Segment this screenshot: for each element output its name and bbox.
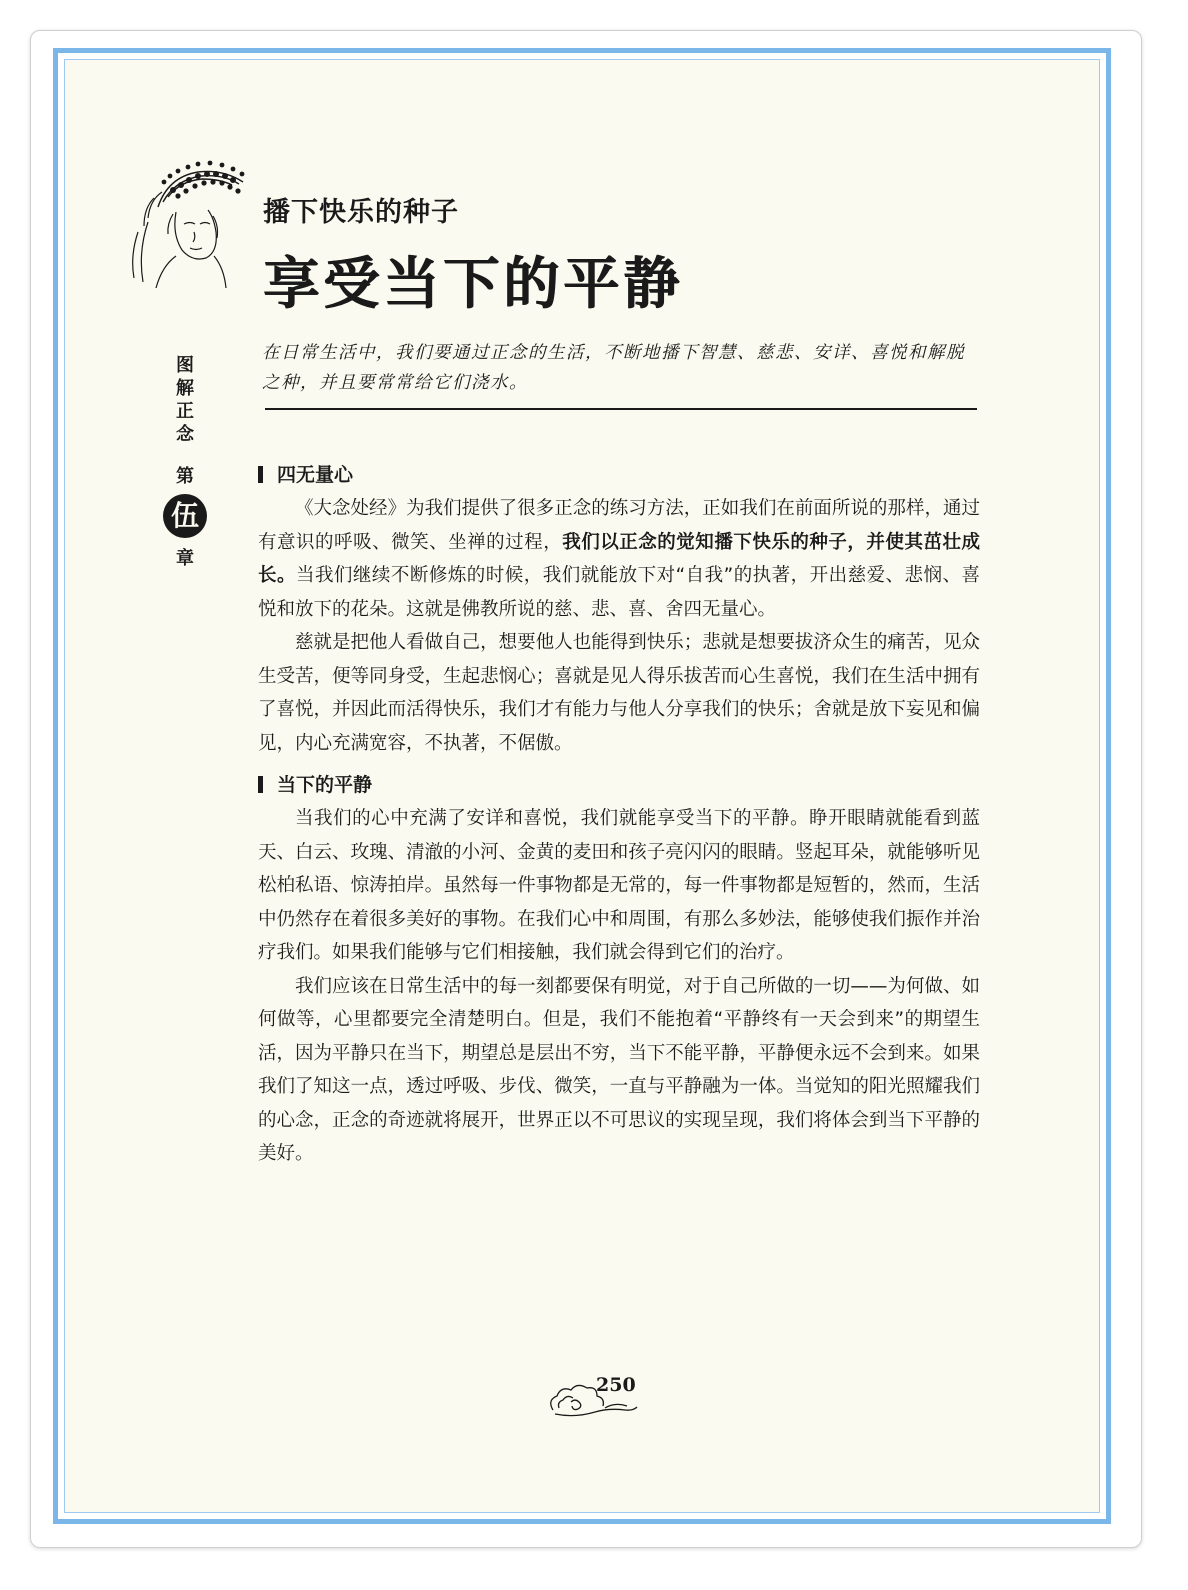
page-title: 享受当下的平静 <box>263 251 683 317</box>
divider <box>265 408 977 410</box>
paragraph-text: 当我们继续不断修炼的时候，我们就能放下对“自我”的执著，开出慈爱、悲悯、喜悦和放下的花朵。这就是佛教所说的慈、悲、喜、舍四无量心。 <box>258 565 980 620</box>
section-heading-text: 四无量心 <box>277 464 354 486</box>
section-heading <box>258 462 980 488</box>
paragraph: 我们应该在日常生活中的每一刻都要保有明觉，对于自己所做的一切——为何做、如何做等，心里都要完全清楚明白。但是，我们不能抱着“平静终有一天会到来”的期望生活，因为平静只在当下，期望总是层出不穷，当下不能平静，平静便永远不会到来。如果我们了知这一点，透过呼吸、步伐、微笑，一直与平静融为一体。当觉知的阳光照耀我们的心念，正念的奇迹就将展开，世界正以不可思议的实现呈现，我们将体会到当下平静的美好。 <box>258 975 980 1164</box>
chapter-number-badge: 伍 <box>163 494 207 538</box>
paragraph <box>258 492 980 626</box>
chapter-prefix: 第 <box>176 466 194 487</box>
book-title-char: 念 <box>176 424 194 445</box>
chapter-suffix: 章 <box>176 548 194 569</box>
section-heading <box>258 772 980 798</box>
page-number: 250 <box>596 1374 636 1396</box>
paragraph: 当我们的心中充满了安详和喜悦，我们就能享受当下的平静。睁开眼睛就能看到蓝天、白云、玫瑰、清澈的小河、金黄的麦田和孩子亮闪闪的眼睛。竖起耳朵，就能够听见松柏私语、惊涛拍岸。虽然每一件事物都是无常的，每一件事物都是短暂的，然而，生活中仍然存在着很多美好的事物。在我们心中和周围，有那么多妙法，能够使我们振作并治疗我们。如果我们能够与它们相接触，我们就会得到它们的治疗。 <box>258 808 980 963</box>
chapter-side-label <box>160 354 210 570</box>
intro-paragraph: 在日常生活中，我们要通过正念的生活，不断地播下智慧、慈悲、安详、喜悦和解脱之种，并且要常常给它们浇水。 <box>262 343 965 393</box>
section-heading-text: 当下的平静 <box>277 774 373 796</box>
page-subtitle: 播下快乐的种子 <box>263 197 459 228</box>
book-title-char: 图 <box>176 355 194 376</box>
section-marker-icon <box>258 776 263 793</box>
book-title-char: 解 <box>176 378 194 399</box>
body-text <box>258 462 980 1171</box>
paragraph-emphasis: 我们以正念的觉知播下快乐的种子，并使其茁壮成长。 <box>258 531 980 586</box>
section-marker-icon <box>258 466 263 483</box>
buddha-figure-icon <box>118 152 258 292</box>
paragraph: 慈就是把他人看做自己，想要他人也能得到快乐；悲就是想要拔济众生的痛苦，见众生受苦，便等同身受，生起悲悯心；喜就是见人得乐拔苦而心生喜悦，我们在生活中拥有了喜悦，并因此而活得快乐，我们才有能力与他人分享我们的快乐；舍就是放下妄见和偏见，内心充满宽容，不执著，不倨傲。 <box>258 632 980 754</box>
book-title-char: 正 <box>176 401 194 422</box>
paragraph-text: 《大念处经》为我们提供了很多正念的练习方法，正如我们在前面所说的那样，通过有意识的呼吸、微笑、坐禅的过程， <box>258 498 980 553</box>
